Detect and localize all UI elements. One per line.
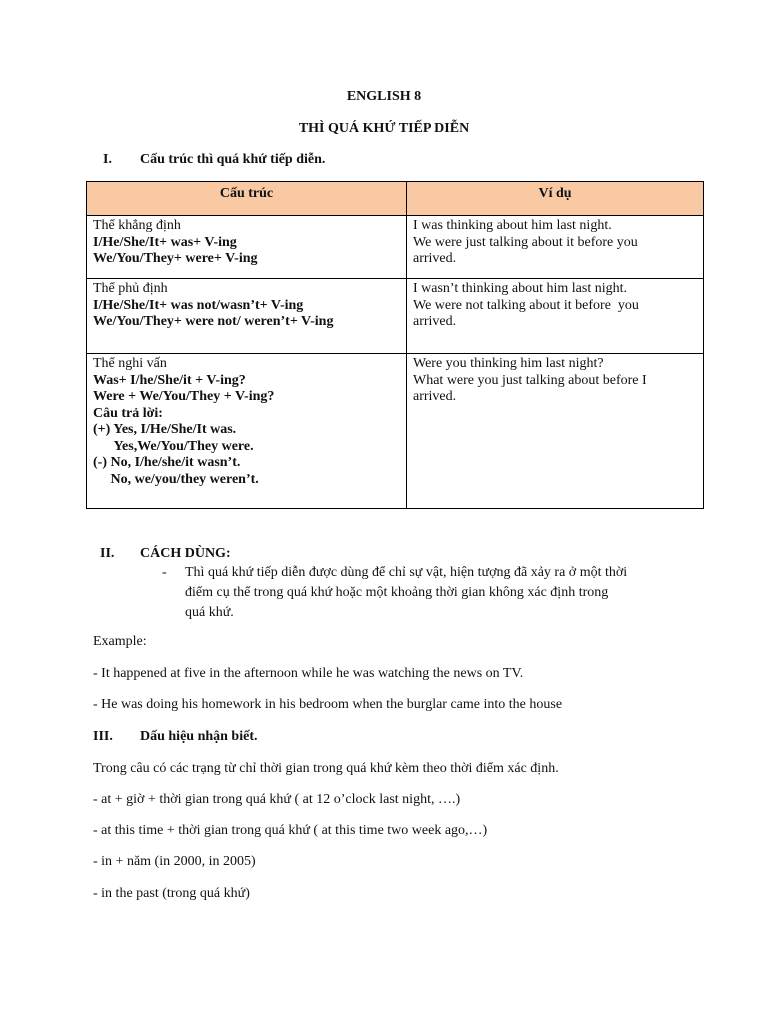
structure-cell-interrogative <box>87 354 407 509</box>
formula-line: I/He/She/It+ was+ V-ing <box>93 234 237 250</box>
signal-item: - at + giờ + thời gian trong quá khứ ( at 12 o’clock last night, ….) <box>93 792 461 807</box>
section2-numeral: II. <box>100 546 115 561</box>
example-line: arrived. <box>413 251 457 266</box>
answer-line: (-) No, I/he/she/it wasn’t. <box>93 455 241 470</box>
table-header-row <box>87 182 704 216</box>
section3-numeral: III. <box>93 729 113 744</box>
usage-line: quá khứ. <box>185 605 234 620</box>
example-cell-negative <box>407 279 704 354</box>
page-title: THÌ QUÁ KHỨ TIẾP DIỄN <box>298 121 470 136</box>
form-label: Thể phủ định <box>93 281 168 296</box>
signal-item: - at this time + thời gian trong quá khứ ( at this time two week ago,…) <box>93 823 488 838</box>
formula-line: I/He/She/It+ was not/wasn’t+ V-ing <box>93 297 304 313</box>
example-label: Example: <box>93 634 147 649</box>
example-sentence-1: - It happened at five in the afternoon while he was watching the news on TV. <box>93 666 524 681</box>
section1-heading: Cấu trúc thì quá khứ tiếp diễn. <box>140 152 326 167</box>
example-line: arrived. <box>413 389 457 404</box>
answer-label: Câu trả lời: <box>93 405 163 421</box>
example-line: Were you thinking him last night? <box>413 356 604 371</box>
form-label: Thể khẳng định <box>93 218 181 233</box>
answer-line: Yes,We/You/They were. <box>93 438 254 454</box>
example-cell-affirmative <box>407 216 704 279</box>
formula-line: We/You/They+ were not/ weren’t+ V-ing <box>93 314 334 329</box>
grammar-table <box>86 181 704 509</box>
usage-line: Thì quá khứ tiếp diễn được dùng để chỉ sự vật, hiện tượng đã xảy ra ở một thời <box>185 565 628 580</box>
example-line: We were not talking about it before you <box>413 297 639 313</box>
section2-heading: CÁCH DÙNG: <box>140 546 231 561</box>
usage-line: điểm cụ thể trong quá khứ hoặc một khoảng thời gian không xác định trong <box>185 585 609 600</box>
signal-item: - in + năm (in 2000, in 2005) <box>93 854 256 869</box>
table-row <box>87 279 704 354</box>
answer-line: (+) Yes, I/He/She/It was. <box>93 422 237 437</box>
bullet-dash: - <box>162 565 167 580</box>
formula-line: Was+ I/he/She/it + V-ing? <box>93 372 246 388</box>
example-cell-interrogative <box>407 354 704 509</box>
example-line: What were you just talking about before I <box>413 372 647 388</box>
signals-intro: Trong câu có các trạng từ chỉ thời gian trong quá khứ kèm theo thời điểm xác định. <box>93 761 559 776</box>
answer-line: No, we/you/they weren’t. <box>93 471 259 487</box>
formula-line: We/You/They+ were+ V-ing <box>93 251 258 266</box>
table-header-example: Ví dụ <box>407 182 704 216</box>
section1-numeral: I. <box>103 152 112 167</box>
section3-heading: Dấu hiệu nhận biết. <box>140 729 258 744</box>
form-label: Thể nghi vấn <box>93 356 167 371</box>
table-row <box>87 354 704 509</box>
example-line: I wasn’t thinking about him last night. <box>413 281 628 296</box>
example-line: We were just talking about it before you <box>413 234 638 250</box>
course-title: ENGLISH 8 <box>346 89 422 104</box>
table-header-structure: Cấu trúc <box>87 182 407 216</box>
usage-description <box>185 563 627 623</box>
structure-cell-negative <box>87 279 407 354</box>
signal-item: - in the past (trong quá khứ) <box>93 886 250 901</box>
table-row <box>87 216 704 279</box>
example-line: I was thinking about him last night. <box>413 218 612 233</box>
structure-cell-affirmative <box>87 216 407 279</box>
example-sentence-2: - He was doing his homework in his bedroom when the burglar came into the house <box>93 697 563 712</box>
formula-line: Were + We/You/They + V-ing? <box>93 389 275 404</box>
example-line: arrived. <box>413 314 457 329</box>
